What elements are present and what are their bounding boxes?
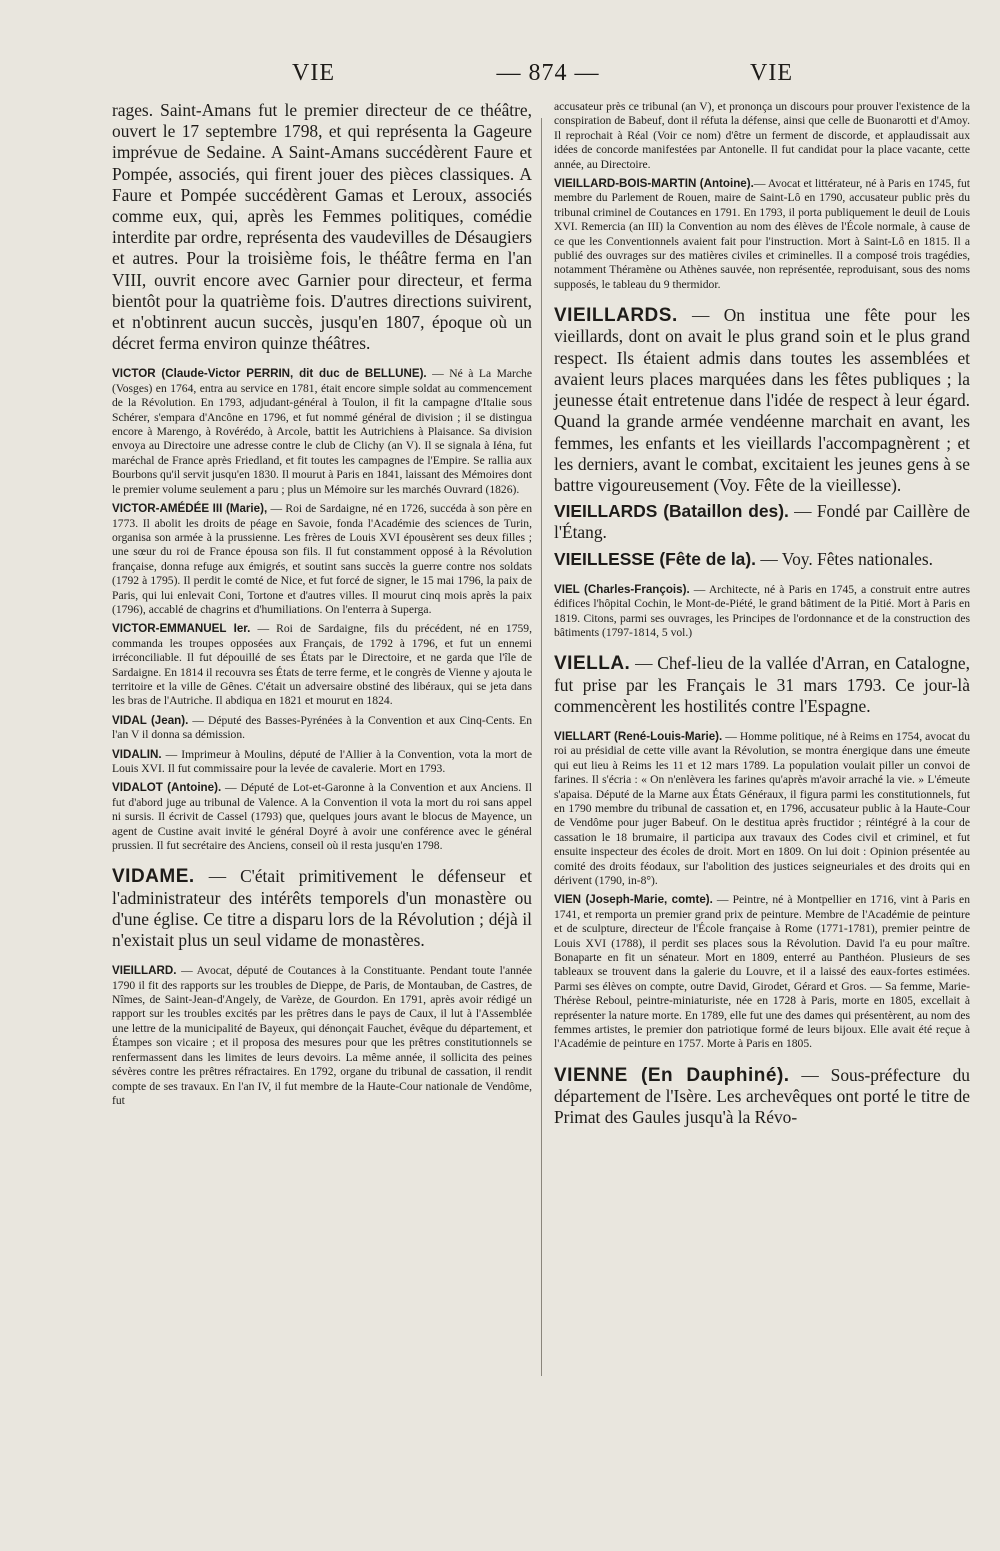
entry-headword: VICTOR-EMMANUEL Ier. — [112, 622, 251, 636]
column-divider — [541, 118, 542, 1376]
entry-text: — Fondé par Caillère de l'Étang. — [554, 501, 970, 543]
entry-text: — C'était primitivement le défenseur et l'administrateur des intérêts temporels d'un monastère ou d'une église. Ce titre a disparu lors de la Révolution ; déjà il n'existait plus un seul vidame de monastères. — [112, 866, 532, 951]
entry-headword: VIELLA. — [554, 653, 631, 675]
entry-vieillesse — [554, 549, 970, 570]
running-head-right: VIE — [750, 60, 793, 86]
entry-text: — On institua une fête pour les vieillards, dont on avait le plus grand soin et le plus grand respect. Ils étaient admis dans toutes les assemblées et avaient leurs places marquées dans les fêtes publiques ; la jeunesse était entretenue dans l'idée de respect à leur égard. Quand la grande armée vendéenne marchait en avant, les femmes, les enfants et les vieillards l'accompagnèrent ; et les derniers, avant le combat, excitaient les jeunes gens à se battre vigoureusement (Voy. Fête de la vieillesse). — [554, 305, 970, 495]
entry-headword: VIEILLARDS. — [554, 305, 678, 327]
entry-vieillards-bataillon — [554, 501, 970, 543]
entry-text: — Avocat, député de Coutances à la Constituante. Pendant toute l'année 1790 il fit des rapports sur les troubles de Dieppe, de Paris, de Montauban, de Castres, de Nîmes, de Saint-Jean-d'Angely, de Varèze, de Gourdon. En 1791, après avoir rédigé un rapport sur les troubles excités par les prêtres dans le pays de Caux, il lut à l'Assemblée une lettre de la municipalité de Bayeux, qui dénonçait Fauchet, évêque du département, et Étampes son vicaire ; et il proposa des mesures pour que les prêtres constitutionnels se renfermassent dans les limites de leurs devoirs. La même année, il sollicita des peines sévères contre les prêtres réfractaires. En 1792, organe du tribunal de cassation, il rendit compte de ses travaux. En l'an IV, il fut membre de la Haute-Cour nationale de Vendôme, fut — [112, 964, 532, 1107]
entry-vieillard — [112, 964, 532, 1108]
entry-vidalot — [112, 781, 532, 853]
entry-text: — Député des Basses-Pyrénées à la Convention et aux Cinq-Cents. En l'an V il donna sa démission. — [112, 713, 533, 742]
entry-headword: VIEN (Joseph-Marie, comte). — [554, 893, 713, 907]
entry-headword: VIEILLARDS (Bataillon des). — [554, 501, 789, 522]
entry-victor-amedee — [112, 502, 532, 617]
entry-vienne — [554, 1065, 970, 1129]
entry-headword: VIDAL (Jean). — [112, 713, 189, 727]
entry-vidame — [112, 866, 532, 951]
entry-viellart — [554, 730, 970, 888]
entry-headword: VIEL (Charles-François). — [554, 582, 690, 596]
entry-text: — Peintre, né à Montpellier en 1716, vint à Paris en 1741, et remporta un premier grand prix de peinture. Membre de l'Académie de peinture et de sculpture, directeur de l'École française à Rome (1771-1781), premier peintre de Louis XVI (1788), il perdit ses places sous la Révolution. David l'a eu pour maître. Bonaparte en fit un sénateur. Mort en 1809, enterré au Panthéon. Plusieurs de ses tableaux se trouvent dans la galerie du Louvre, et il a laissé des eaux-fortes estimées. Parmi ses élèves on compte, outre David, Girodet, Gérard et Gros. — Sa femme, Marie-Thérèse Reboul, peintre-miniaturiste, née en 1728 à Paris, morte en 1805, excellait à représenter la nature morte. En 1789, elle fut une des dames qui présentèrent, au nom des femmes artistes, le premier don patriotique formé de leurs bijoux. Elle avait été reçue à l'Académie de peinture en 1757. Morte à Paris en 1805. — [554, 893, 970, 1051]
entry-text: — Chef-lieu de la vallée d'Arran, en Catalogne, fut prise par les Français le 31 mars 1793. Ce jour-là commencèrent les hostilités contre l'Espagne. — [554, 653, 970, 716]
entry-viella — [554, 653, 970, 717]
entry-theatre-continuation — [112, 100, 532, 354]
entry-text: — Roi de Sardaigne, fils du précédent, né en 1759, commanda les troupes opposées aux Français, de 1792 à 1796, et fut un ennemi irréconciliable. Il fut dépouillé de ses États par le Directoire, et ne garda que l'île de Sardaigne. En 1814 il recouvra ses États de terre ferme, et le congrès de Vienne y ajouta le territoire et la ville de Gênes. C'était un adversaire obstiné des libéraux, qui se jeta dans les bras de l'Autriche. Il abdiqua en 1821 et mourut en 1824. — [112, 622, 532, 708]
entry-vidal — [112, 714, 532, 743]
entry-vien — [554, 893, 970, 1051]
entry-headword: VIEILLARD-BOIS-MARTIN (Antoine). — [554, 177, 754, 191]
entry-victor-emmanuel — [112, 622, 532, 708]
entry-text: — Avocat et littérateur, né à Paris en 1745, fut membre du Parlement de Rouen, maire de Saint-Lô en 1790, accusateur public près du tribunal criminel de Coutances en 1791. En 1793, il porta publiquement le deuil de Louis XVI. Remercia (an III) la Convention au nom des élèves de l'École normale, à cause de ce que les Conventionnels avaient fait pour l'instruction. Mort à Saint-Lô en 1815. Il a publié des ouvrages sur des matières civiles et criminelles. Il a composé trois tragédies, notamment Théramène ou Athènes sauvée, non représentée, reproduisant, sous des noms supposés, le tableau du 9 thermidor. — [554, 177, 970, 291]
entry-headword: VICTOR (Claude-Victor PERRIN, dit duc de BELLUNE). — [112, 367, 427, 381]
entry-text: accusateur près ce tribunal (an V), et prononça un discours pour prouver l'existence de la conspiration de Babeuf, dont il réfuta la défense, ainsi que celle de Buonarotti et d'Amoy. Il reprochait à Réal (Voir ce nom) d'être un ferment de discorde, et applaudissait aux idées de concorde manifestées par Antonelle. Il fut candidat pour la place vacante, cette année, au Directoire. — [554, 100, 970, 171]
entry-headword: VICTOR-AMÉDÉE III (Marie), — [112, 502, 268, 516]
entry-text: — Architecte, né à Paris en 1745, a construit entre autres édifices l'hôpital Cochin, le Mont-de-Piété, le grand bâtiment de la Pitié. Mort à Paris en 1819. Citons, parmi ses ouvrages, les Principes de l'ordonnance et de la construction des bâtiments (1797-1814, 5 vol.) — [554, 582, 970, 639]
entry-text: — Né à La Marche (Vosges) en 1764, entra au service en 1781, était encore simple soldat au commencement de la Révolution. En 1793, adjudant-général à Toulon, il fit la campagne d'Italie sous Schérer, s'empara d'Ancône en 1796, et fut nommé général de division ; il se distingua encore à Marengo, à Rovérédo, à Arcole, battit les Autrichiens à Plaisance. Sa division envoya au Directoire une adresse contre le club de Clichy (an V). Il se signala à Iéna, fut maréchal de France après Friedland, et fit toutes les campagnes de l'Empire. Se rallia aux Bourbons qu'il servit jusqu'en 1830. Il mourut à Paris en 1841, laissant des Mémoires dont le premier volume seulement a paru ; plus un Mémoire sur les marchés Ouvrard (1826). — [112, 367, 532, 496]
entry-text: — Roi de Sardaigne, né en 1726, succéda à son père en 1773. Il abolit les droits de péage en Savoie, fonda l'Académie des sciences de Turin, organisa son armée à la prussienne. Les frères de Louis XVI épousèrent ses deux filles ; une sœur du roi de France épousa son fils. Il fut constamment opposé à la Révolution française, donna refuge aux émigrés, et soutint sans succès la guerre contre nos soldats (1792 à 1795). Il perdit le comté de Nice, et fut forcé de signer, le 15 mai 1796, la paix de Paris, qui lui enlevait Coni, Tortone et d'autres villes. Il mourut cinq mois après la paix (1796), accablé de chagrins et d'humiliations. On l'enterra à Superga. — [112, 502, 532, 616]
entry-vieillard-bois-martin — [554, 177, 970, 292]
entry-victor — [112, 367, 532, 497]
entry-vidalin — [112, 748, 532, 777]
right-column — [554, 100, 970, 1134]
entry-headword: VIEILLESSE (Fête de la). — [554, 548, 756, 569]
entry-text: — Voy. Fêtes nationales. — [755, 548, 933, 569]
entry-text: — Député de Lot-et-Garonne à la Convention et aux Anciens. Il fut d'abord juge au tribunal de Valence. A la Convention il vota la mort du roi sans appel ni sursis. Il écrivit de Cassel (1793) que, quelques jours avant le blocus de Mayence, un agent de Custine avait invité le général Doyré à avoir une conférence avec le général prussien. Il fut secrétaire des Anciens, conseil où il resta jusqu'en 1798. — [112, 781, 532, 853]
entry-headword: VIDALIN. — [112, 747, 162, 761]
running-head — [0, 60, 1000, 100]
entry-text: rages. Saint-Amans fut le premier directeur de ce théâtre, ouvert le 17 septembre 1798, et qui représenta la Gageure imprévue de Sedaine. A Saint-Amans succédèrent Faure et Pompée, associés, qui firent jouer des pièces classiques. A Faure et Pompée succédèrent Gamas et Leroux, associés comme eux, qui, après les Femmes politiques, comédie interdite par ordre, représenta des vaudevilles de Désaugiers et autres. Pour la troisième fois, le théâtre ferma en l'an VIII, ouvrit encore avec Garnier pour directeur, et ferma bientôt pour la quatrième fois. D'autres directions suivirent, et n'obtinrent aucun succès, jusqu'en 1807, époque où un décret ferma environ quinze théâtres. — [112, 100, 532, 354]
entry-text: — Homme politique, né à Reims en 1754, avocat du roi au présidial de cette ville avant la Révolution, se montra énergique dans une émeute qui eut lieu à Reims les 11 et 12 mars 1789. La population voulait piller un convoi de farines. Il s'écria : « On n'enlèvera les farines qu'après m'avoir arraché la vie. » L'émeute s'apaisa. Député de la Marne aux États Généraux, il figura parmi les constitutionnels, fut en 1790 membre du tribunal de cassation et, en 1796, accusateur public à la Haute-Cour de Vendôme pour juger Babeuf. On le destitua après fructidor ; réintégré à la cour de cassation le 18 brumaire, il participa aux travaux des Codes civil et criminel, et fut ensuite inspecteur des écoles de droit. Mort en 1809. On lui doit : Opinion présentée au comité des droits féodaux, sur l'abolition des justices seigneuriales et des droits qui en dérivent (1790, in-8°). — [554, 729, 970, 888]
entry-headword: VIENNE (En Dauphiné). — [554, 1064, 790, 1086]
entry-headword: VIELLART (René-Louis-Marie). — [554, 729, 723, 743]
entry-headword: VIEILLARD. — [112, 964, 177, 978]
running-head-left: VIE — [292, 60, 335, 86]
entry-text: — Sous-préfecture du département de l'Isère. Les archevêques ont porté le titre de Primat des Gaules jusqu'à la Révo- — [554, 1064, 970, 1128]
entry-headword: VIDAME. — [112, 866, 195, 888]
entry-vieillards — [554, 305, 970, 496]
left-column — [112, 100, 532, 1113]
page-number: — 874 — — [496, 60, 600, 86]
entry-vieillard-continuation — [554, 100, 970, 172]
entry-viel — [554, 583, 970, 641]
entry-text: — Imprimeur à Moulins, député de l'Allier à la Convention, vota la mort de Louis XVI. Il fut commissaire pour la levée de cavalerie. Mort en 1793. — [112, 747, 532, 775]
entry-headword: VIDALOT (Antoine). — [112, 781, 222, 795]
